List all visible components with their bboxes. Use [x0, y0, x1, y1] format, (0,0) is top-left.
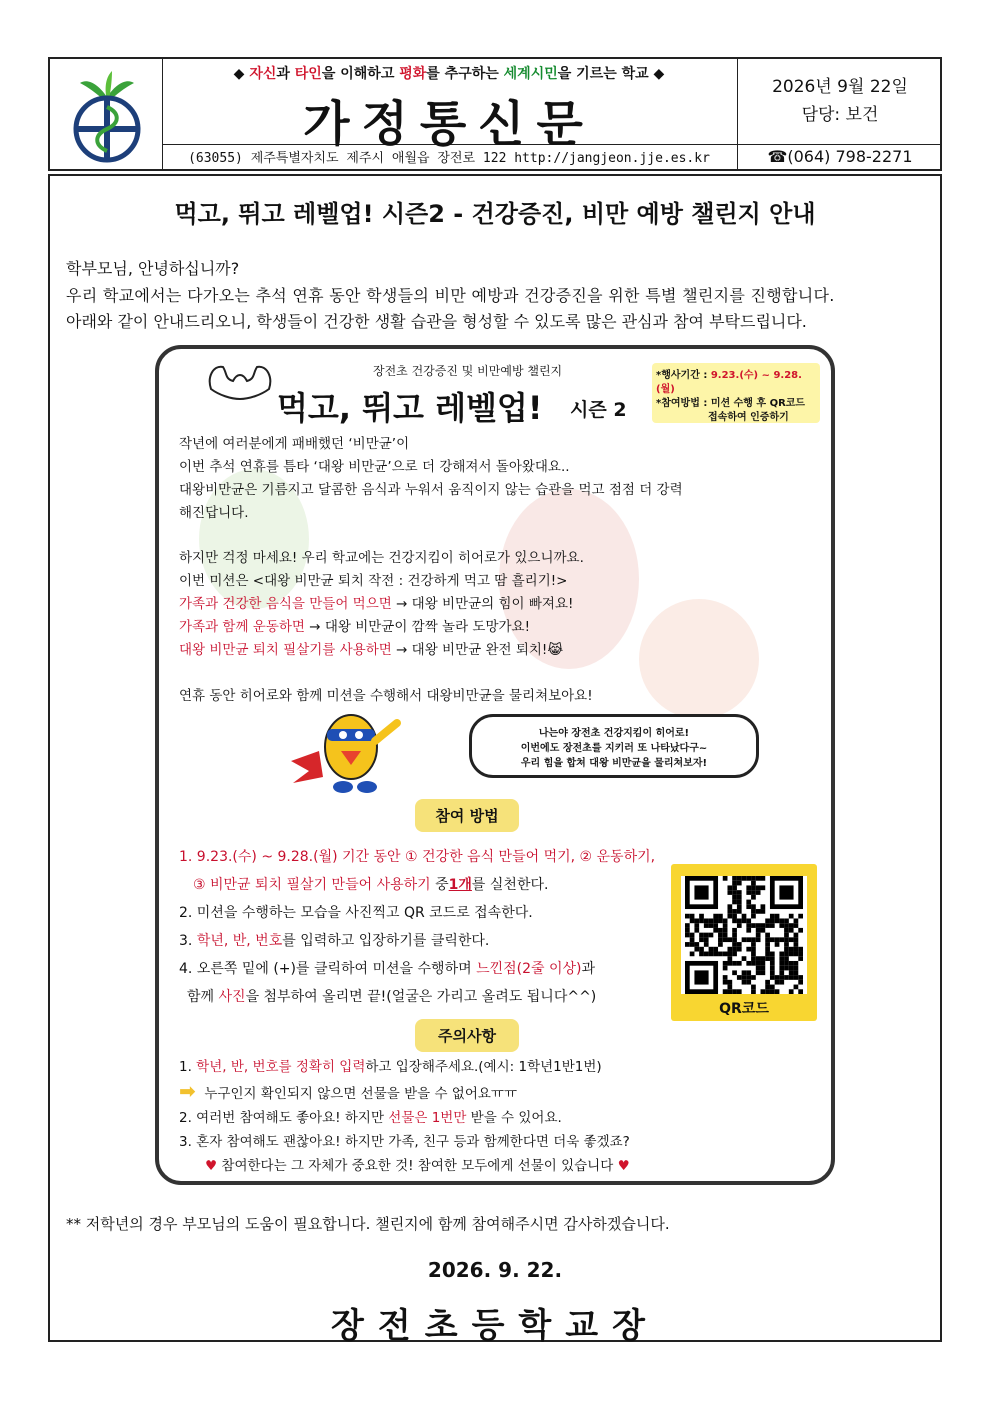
schedule-box: *행사기간 : 9.23.(수) ~ 9.28.(월) *참여방법 : 미션 수행 후 QR코드 접속하여 인증하기	[652, 363, 820, 423]
qr-label: QR코드	[719, 1001, 769, 1017]
issue-date: 2026년 9월 22일	[772, 77, 908, 97]
story-text: 작년에 여러분에게 패배했던 ‘비만균’이 이번 추석 연휴를 틈타 ‘대왕 비만균’으로 더 강해져서 돌아왔대요.. 대왕비만균은 기름지고 달콤한 음식과 누워서 움직이지 않는 습관을 먹고 점점 더 강력 해진답니다.	[179, 436, 683, 521]
footer-note: ** 저학년의 경우 부모님의 도움이 필요합니다. 챌린지에 함께 참여해주시면 감사하겠습니다.	[66, 1215, 670, 1233]
notice-title: 먹고, 뛰고 레벨업! 시즌2 - 건강증진, 비만 예방 챌린지 안내	[174, 200, 816, 228]
poster-kicker: 장전초 건강증진 및 비만예방 챌린지	[373, 364, 563, 378]
muscle-icon	[205, 359, 275, 405]
arrow-right-icon: ➡	[179, 1079, 196, 1103]
cautions-heading: 주의사항	[415, 1019, 519, 1052]
hero-mascot-icon	[289, 701, 409, 801]
intro-paragraph: 아래와 같이 안내드리오니, 학생들이 건강한 생활 습관을 형성할 수 있도록 많은 관심과 참여 부탁드립니다.	[66, 312, 807, 331]
greeting: 학부모님, 안녕하십니까?	[66, 259, 240, 278]
how-to-join-list: 1. 9.23.(수) ~ 9.28.(월) 기간 동안 ① 건강한 음식 만들어 먹기, ② 운동하기, ③ 비만균 퇴치 필살기 만들어 사용하기 중1개를 실천한다. 2. 미션을 수행하는 모습을 사진찍고 QR 코드로 접속한다. 3. 학년, 반, 번호를 입력하고 입장하기를 클릭한다. 4. 오른쪽 밑에 (+)를 클릭하여 미션을 수행하며 느낀점(2줄 이상)과 함께 사진을 첨부하여 올리면 끝!(얼굴은 가리고 올려도 됩니다^^)	[179, 849, 656, 1005]
page-title: 가정통신문	[303, 96, 595, 152]
poster-season: 시즌 2	[570, 399, 627, 421]
speech-bubble: 나는야 장전초 건강지킴이 히어로! 이번에도 장전초를 지키러 또 나타났다구~ 우리 힘을 합쳐 대왕 비만균을 물리쳐보자!	[469, 714, 759, 778]
school-address: (63055) 제주특별자치도 제주시 애월읍 장전로 122 http://jangjeon.jje.es.kr	[188, 151, 710, 166]
intro-paragraph: 우리 학교에서는 다가오는 추석 연휴 동안 학생들의 비만 예방과 건강증진을 위한 특별 챌린지를 진행합니다.	[66, 286, 835, 305]
cautions-list: 1. 학년, 반, 번호를 정확히 입력하고 입장해주세요.(예시: 1학년1반1번) ➡ 누구인지 확인되지 않으면 선물을 받을 수 없어요ㅠㅠ 2. 여러번 참여해도 좋아요! 하지만 선물은 1번만 받을 수 있어요. 3. 혼자 참여해도 괜찮아요! 하지만 가족, 친구 등과 함께한다면 더욱 좋겠죠? ♥ 참여한다는 그 자체가 중요한 것! 참여한 모두에게 선물이 있습니다 ♥	[179, 1059, 630, 1174]
heart-icon: ♥	[205, 1158, 218, 1174]
issue-date-box	[738, 73, 942, 129]
header-table	[48, 57, 942, 171]
how-to-join-heading: 참여 방법	[415, 799, 519, 832]
mission-text: 하지만 걱정 마세요! 우리 학교에는 건강지킴이 히어로가 있으니까요. 이번 미션은 <대왕 비만균 퇴치 작전 : 건강하게 먹고 땀 흘리기!> 가족과 건강한 음식을 만들어 먹으면 → 대왕 비만균의 힘이 빠져요! 가족과 함께 운동하면 → 대왕 비만균이 깜짝 놀라 도망가요! 대왕 비만균 퇴치 필살기를 사용하면 → 대왕 비만균 완전 퇴치!😹 연휴 동안 히어로와 함께 미션을 수행해서 대왕비만균을 물리쳐보아요!	[179, 550, 593, 704]
qr-code-icon[interactable]	[681, 876, 807, 994]
heart-icon: ♥	[617, 1158, 630, 1174]
poster-title: 먹고, 뛰고 레벨업!	[277, 389, 543, 427]
school-motto: ◆ 자신과 타인을 이해하고 평화를 추구하는 세계시민을 기르는 학교 ◆	[233, 66, 665, 82]
author: 담당: 보건	[801, 105, 879, 125]
qr-code-box	[671, 864, 817, 1021]
principal-signature: 장전초등학교장	[331, 1306, 659, 1346]
school-emblem-icon	[68, 67, 146, 163]
challenge-poster	[155, 345, 835, 1185]
phone-number: ☎(064) 798-2271	[767, 147, 913, 166]
footer-date: 2026. 9. 22.	[427, 1258, 563, 1282]
